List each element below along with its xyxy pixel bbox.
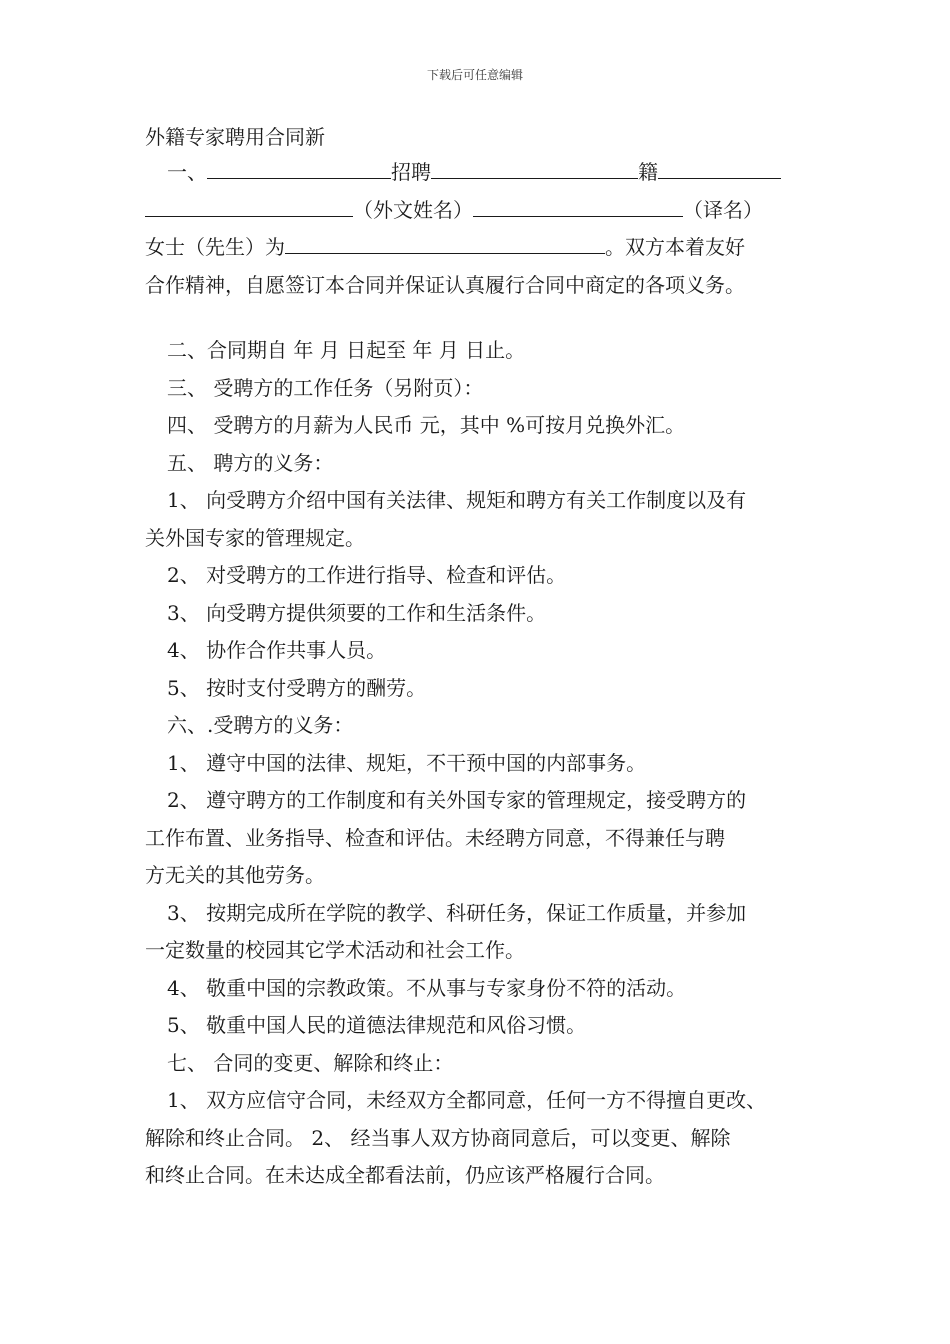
nationality-text: 籍 — [638, 160, 658, 184]
intro-continuation: 。双方本着友好 — [605, 235, 745, 259]
clause-line: 5、 按时支付受聘方的酬劳。 — [167, 675, 427, 700]
clause-line: 方无关的其他劳务。 — [145, 863, 325, 887]
clause-line: 五、 聘方的义务： — [167, 450, 334, 475]
clause-line: 解除和终止合同。 2、 经当事人双方协商同意后，可以变更、解除 — [145, 1125, 731, 1150]
intro-line-3 — [145, 229, 825, 267]
clause-line: 四、 受聘方的月薪为人民币 元，其中 %可按月兑换外汇。 — [167, 413, 686, 437]
paragraph-gap — [145, 304, 825, 332]
nationality-tail-blank[interactable] — [658, 156, 781, 179]
clause-line: 关外国专家的管理规定。 — [145, 525, 365, 550]
clause-line: 5、 敬重中国人民的道德法律规范和风俗习惯。 — [167, 1013, 587, 1037]
document-title: 外籍专家聘用合同新 — [145, 125, 325, 149]
clause-line: 和终止合同。在未达成全都看法前，仍应该严格履行合同。 — [145, 1163, 665, 1187]
clause-line: 3、 向受聘方提供须要的工作和生活条件。 — [167, 600, 547, 625]
translated-name-label: （译名） — [683, 197, 763, 222]
recruit-text: 招聘 — [391, 160, 431, 184]
document-body — [145, 120, 825, 1195]
intro-line-1 — [145, 154, 825, 192]
clause-line: 2、 遵守聘方的工作制度和有关外国专家的管理规定，接受聘方的 — [167, 788, 747, 812]
clause-line: 工作布置、业务指导、检查和评估。未经聘方同意，不得兼任与聘 — [145, 825, 725, 850]
translated-name-blank[interactable] — [473, 194, 683, 217]
position-blank[interactable] — [285, 231, 605, 254]
clause-line: 4、 敬重中国的宗教政策。不从事与专家身份不符的活动。 — [167, 975, 687, 1000]
clause-line: 1、 向受聘方介绍中国有关法律、规矩和聘方有关工作制度以及有 — [167, 488, 747, 512]
clause-line: 1、 遵守中国的法律、规矩，不干预中国的内部事务。 — [167, 750, 647, 775]
intro-line-2 — [145, 192, 825, 230]
employer-blank[interactable] — [207, 156, 391, 179]
clause-line: 二、合同期自 年 月 日起至 年 月 日止。 — [167, 338, 526, 362]
page-header-note: 下载后可任意编辑 — [426, 68, 523, 82]
nationality-blank[interactable] — [431, 156, 638, 179]
clause-line: 一定数量的校园其它学术活动和社会工作。 — [145, 938, 525, 962]
clause-line: 三、 受聘方的工作任务（另附页）： — [167, 375, 484, 400]
clause-line: 2、 对受聘方的工作进行指导、检查和评估。 — [167, 563, 567, 587]
foreign-name-blank[interactable] — [145, 194, 353, 217]
clause-line: 七、 合同的变更、解除和终止： — [167, 1050, 454, 1075]
title-label: 女士（先生）为 — [145, 235, 285, 259]
clause-line: 六、.受聘方的义务： — [167, 713, 354, 737]
foreign-name-label: （外文姓名） — [353, 197, 473, 222]
clause-line: 1、 双方应信守合同，未经双方全都同意，任何一方不得擅自更改、 — [167, 1088, 767, 1112]
intro-number-text: 一、 — [167, 160, 207, 184]
clause-line: 3、 按期完成所在学院的教学、科研任务，保证工作质量，并参加 — [167, 900, 747, 925]
clause-line: 4、 协作合作共事人员。 — [167, 638, 387, 662]
intro-line-4: 合作精神，自愿签订本合同并保证认真履行合同中商定的各项义务。 — [145, 272, 745, 297]
